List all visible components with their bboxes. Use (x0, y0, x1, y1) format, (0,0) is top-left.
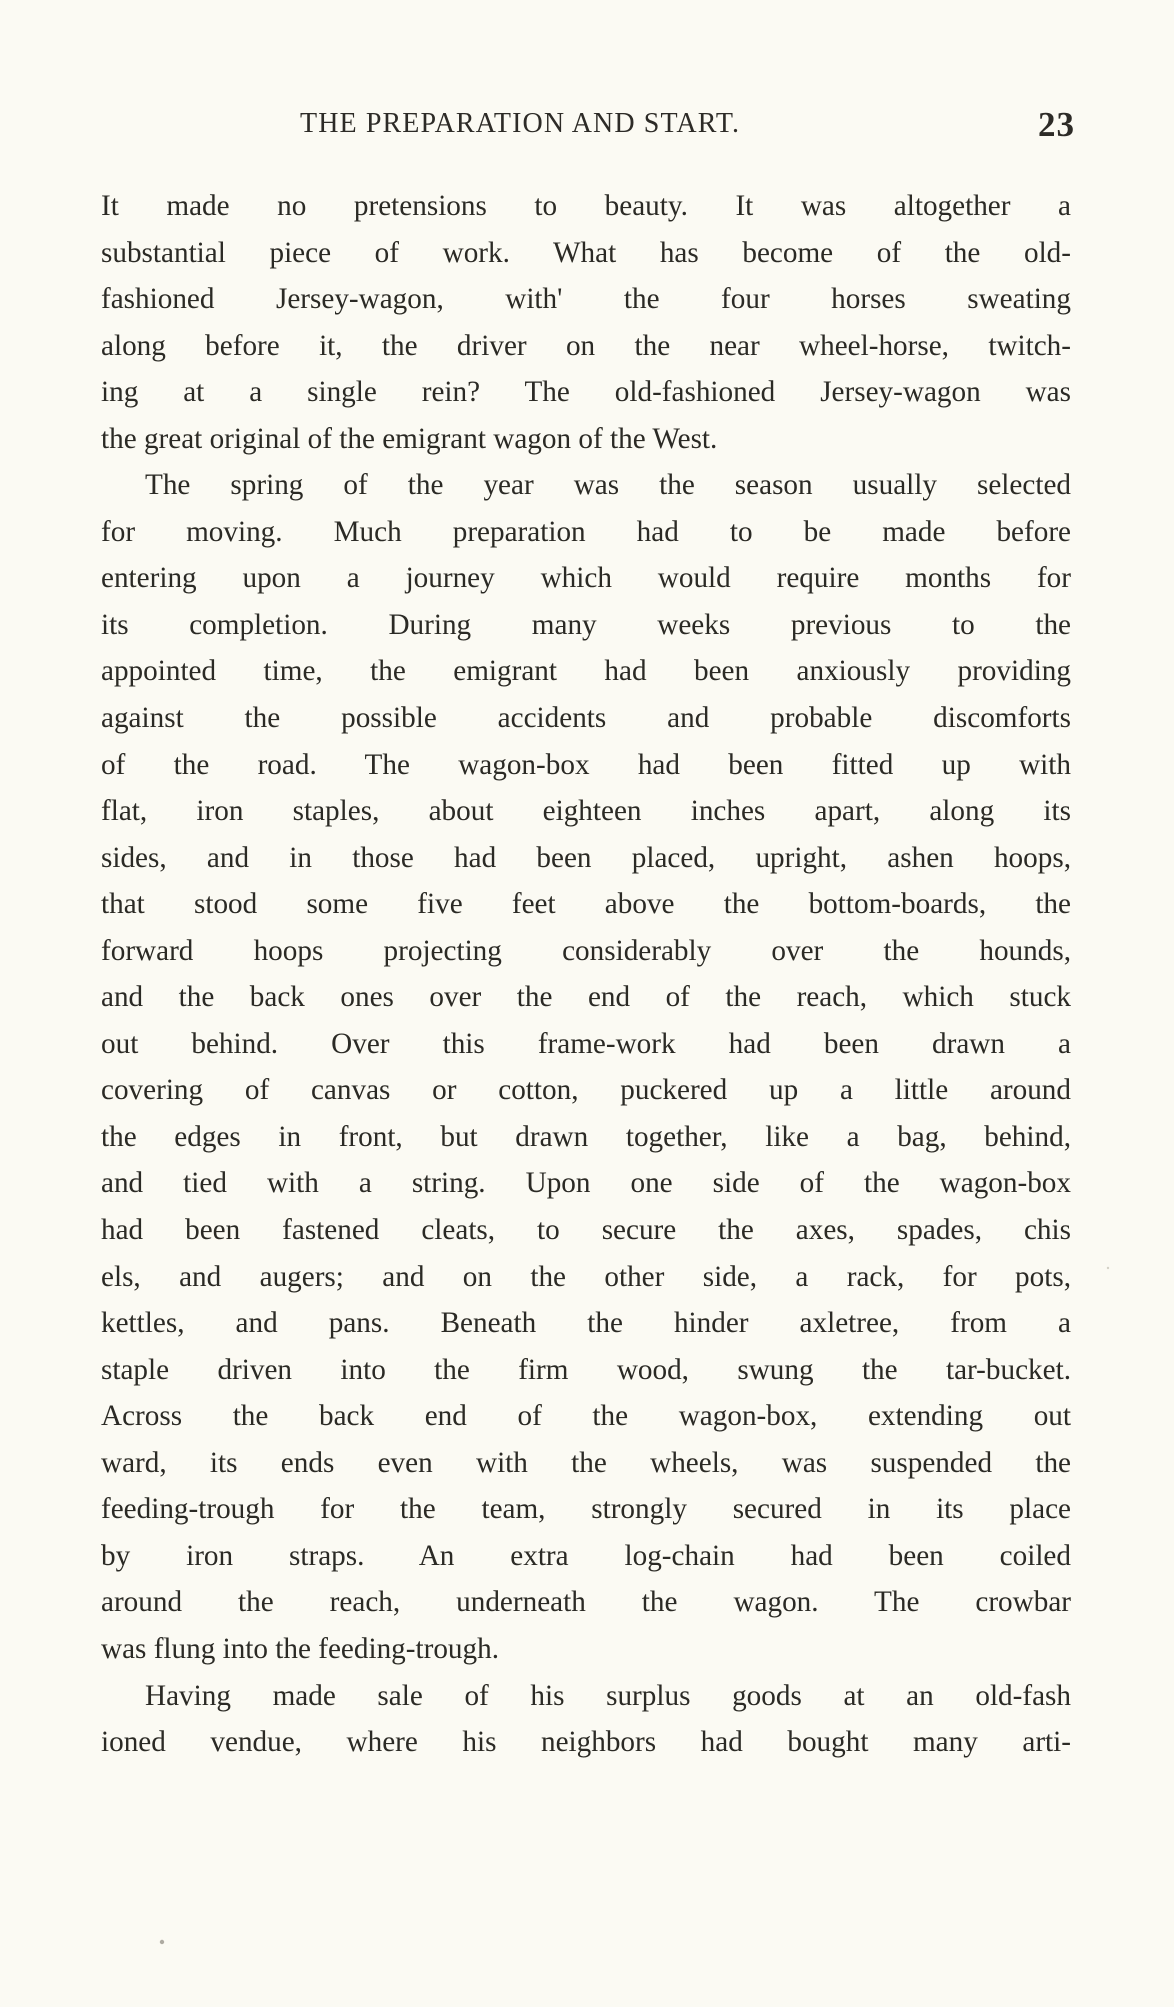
text-line: along before it, the driver on the near wheel-horse, twitch- (101, 329, 1071, 362)
text-line: ing at a single rein? The old-fashioned Jersey-wagon was (101, 376, 1071, 409)
text-line: that stood some five feet above the bottom-boards, the (101, 888, 1071, 921)
text-line: The spring of the year was the season usually selected (145, 469, 1071, 502)
running-head (300, 105, 1075, 148)
ink-speck (160, 1940, 164, 1944)
text-line: entering upon a journey which would require months for (101, 562, 1071, 595)
text-line: substantial piece of work. What has become of the old- (101, 236, 1071, 269)
text-line: forward hoops projecting considerably over the hounds, (101, 934, 1071, 967)
text-line: feeding-trough for the team, strongly secured in its place (101, 1493, 1071, 1526)
text-line: around the reach, underneath the wagon. The crowbar (101, 1586, 1071, 1619)
text-line: Across the back end of the wagon-box, extending out (101, 1400, 1071, 1433)
text-line: by iron straps. An extra log-chain had been coiled (101, 1539, 1071, 1572)
text-line: fashioned Jersey-wagon, with' the four horses sweating (101, 283, 1071, 316)
text-line: ioned vendue, where his neighbors had bought many arti- (101, 1726, 1071, 1759)
text-line: appointed time, the emigrant had been anxiously providing (101, 655, 1071, 688)
text-line: the great original of the emigrant wagon of the West. (101, 422, 718, 455)
body-text (101, 183, 1071, 1766)
text-line: was flung into the feeding-trough. (101, 1632, 499, 1665)
page-number: 23 (1038, 105, 1075, 144)
text-line: sides, and in those had been placed, upright, ashen hoops, (101, 841, 1071, 874)
text-line: ward, its ends even with the wheels, was suspended the (101, 1446, 1071, 1479)
text-line: els, and augers; and on the other side, a rack, for pots, (101, 1260, 1071, 1293)
text-line: for moving. Much preparation had to be made before (101, 515, 1071, 548)
text-line: out behind. Over this frame-work had been drawn a (101, 1027, 1071, 1060)
text-line: its completion. During many weeks previous to the (101, 608, 1071, 641)
text-line: and the back ones over the end of the reach, which stuck (101, 981, 1071, 1014)
text-line: the edges in front, but drawn together, like a bag, behind, (101, 1120, 1071, 1153)
text-line: against the possible accidents and probable discomforts (101, 702, 1071, 735)
text-line: staple driven into the firm wood, swung the tar-bucket. (101, 1353, 1071, 1386)
text-line: covering of canvas or cotton, puckered up a little around (101, 1074, 1071, 1107)
text-line: flat, iron staples, about eighteen inches apart, along its (101, 795, 1071, 828)
text-line: It made no pretensions to beauty. It was altogether a (101, 190, 1071, 222)
text-line: had been fastened cleats, to secure the axes, spades, chis (101, 1214, 1071, 1247)
text-line: Having made sale of his surplus goods at an old-fash (145, 1679, 1071, 1712)
text-line: kettles, and pans. Beneath the hinder axletree, from a (101, 1307, 1071, 1340)
text-line: of the road. The wagon-box had been fitted up with (101, 748, 1071, 781)
running-title: THE PREPARATION AND START. (300, 108, 741, 139)
text-line: and tied with a string. Upon one side of the wagon-box (101, 1167, 1071, 1200)
ink-speck (1107, 1267, 1109, 1269)
